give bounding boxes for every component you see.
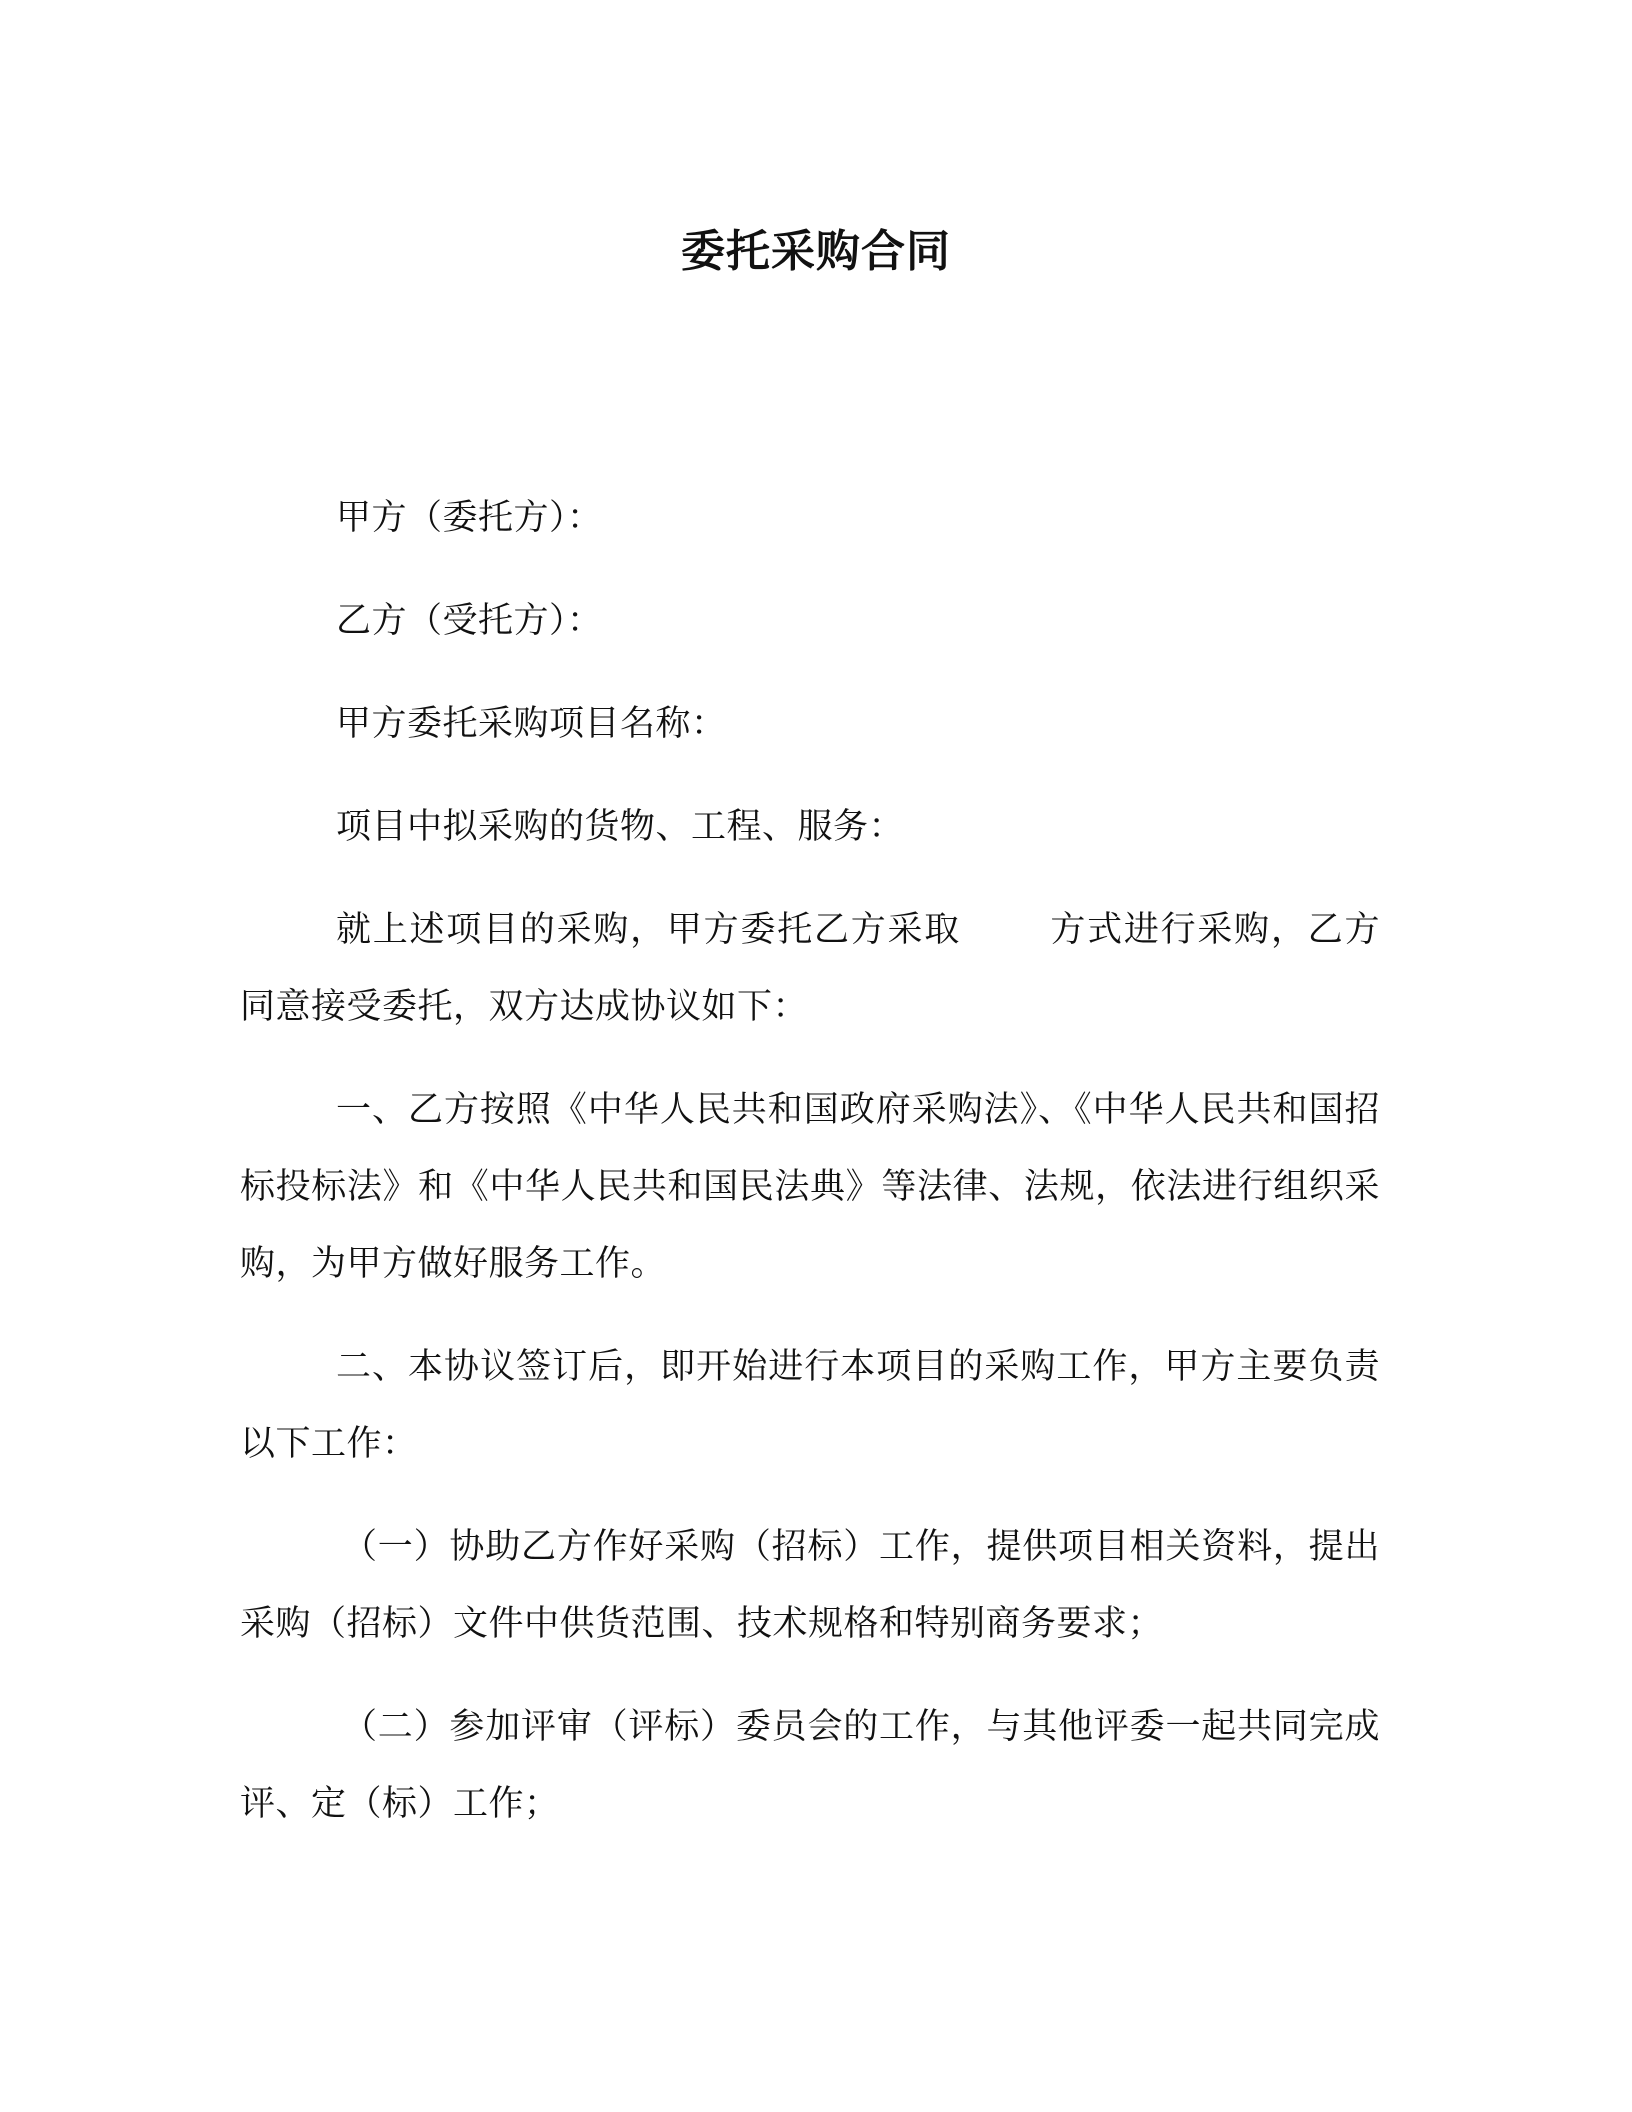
clause-1: 一、乙方按照《中华人民共和国政府采购法》、《中华人民共和国招标投标法》和《中华人民共和国民法典》等法律、法规，依法进行组织采购，为甲方做好服务工作。 <box>240 1090 1380 1284</box>
intro-part-2: 方式进行采购，乙方同意接受委托，双方达成协议如下： <box>240 910 1380 1027</box>
intro-part-1: 就上述项目的采购，甲方委托乙方采取 <box>336 910 962 950</box>
contract-body <box>240 480 1380 1843</box>
clause-2-item-1: （一）协助乙方作好采购（招标）工作，提供项目相关资料，提出采购（招标）文件中供货范围、技术规格和特别商务要求； <box>240 1527 1380 1644</box>
procurement-items-label: 项目中拟采购的货物、工程、服务： <box>336 807 905 847</box>
intro-paragraph <box>240 892 1380 1046</box>
project-name-label: 甲方委托采购项目名称： <box>336 704 727 744</box>
clause-2: 二、本协议签订后，即开始进行本项目的采购工作，甲方主要负责以下工作： <box>240 1347 1380 1464</box>
party-a-label: 甲方（委托方）： <box>336 498 603 538</box>
party-b-label: 乙方（受托方）： <box>336 601 603 641</box>
clause-2-item-2: （二）参加评审（评标）委员会的工作，与其他评委一起共同完成评、定（标）工作； <box>240 1707 1380 1824</box>
document-title: 委托采购合同 <box>681 226 951 277</box>
